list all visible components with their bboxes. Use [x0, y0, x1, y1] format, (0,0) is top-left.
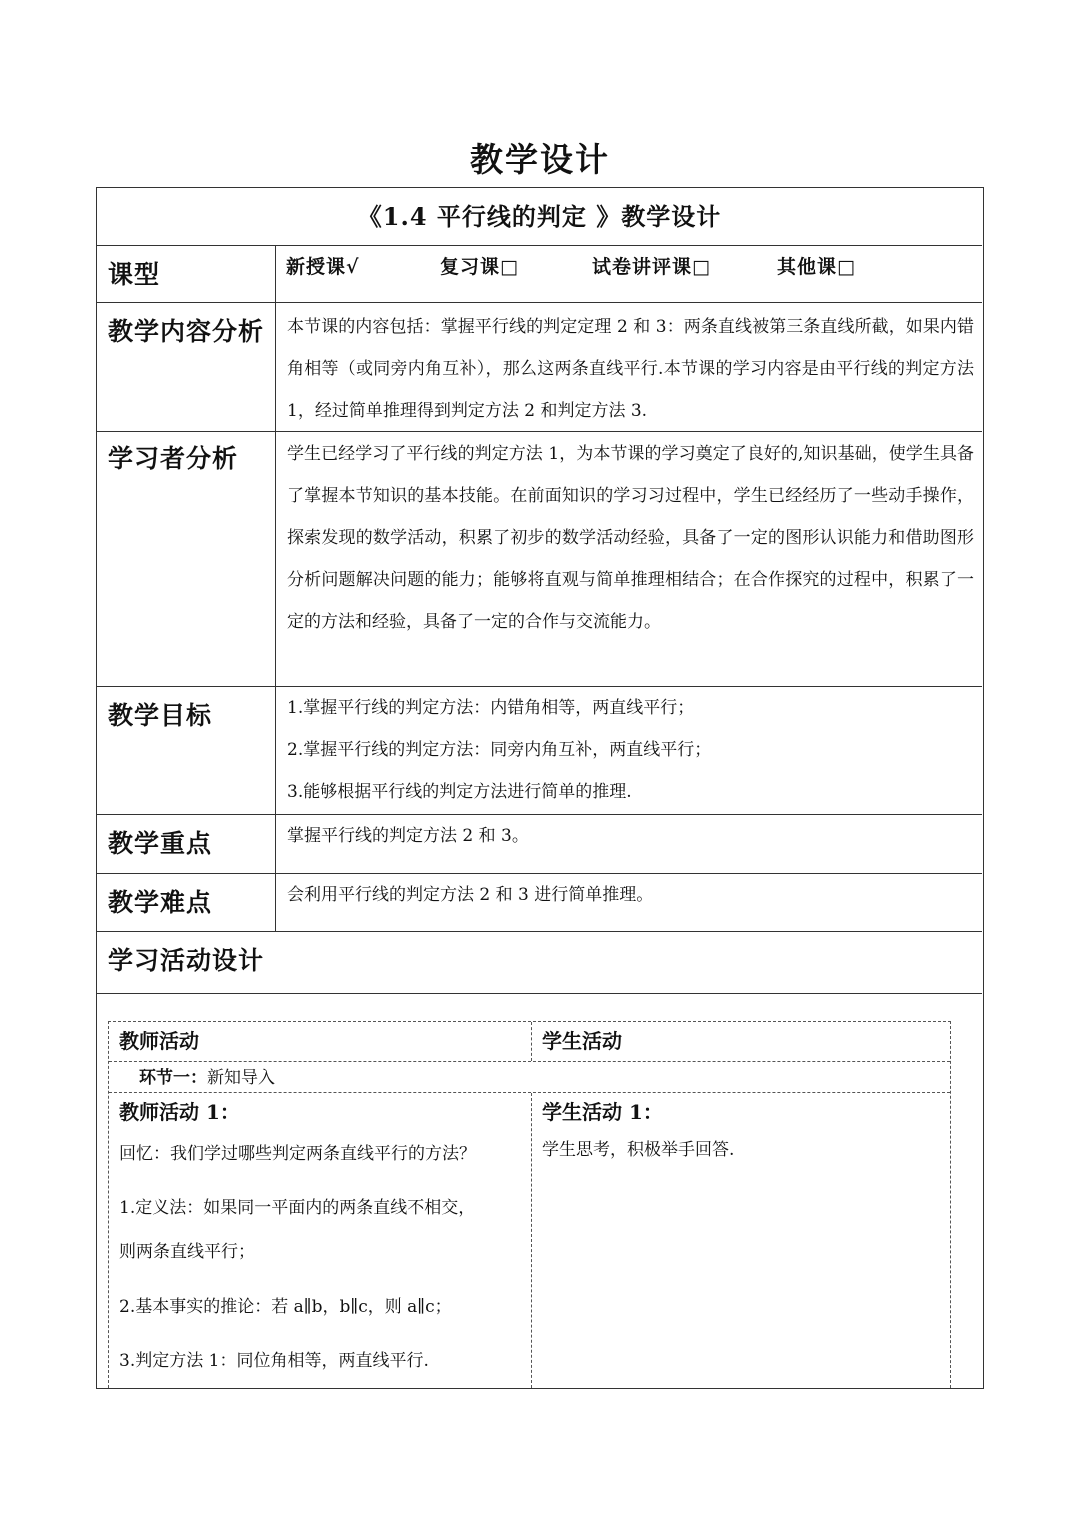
learner-analysis-row	[97, 432, 982, 687]
student-activity-text: 学生思考，积极举手回答.	[542, 1140, 735, 1160]
key-points-row	[97, 815, 982, 874]
objective-item: 3.能够根据平行线的判定方法进行简单的推理.	[287, 782, 632, 802]
stage-row	[109, 1062, 950, 1093]
lesson-type-option: 复习课□	[440, 256, 519, 278]
learner-analysis-label: 学习者分析	[97, 432, 276, 686]
lesson-subtitle: 《1.4 平行线的判定 》教学设计	[357, 202, 722, 231]
key-points-text: 掌握平行线的判定方法 2 和 3。	[287, 826, 529, 846]
lesson-type-option: 其他课□	[777, 256, 856, 278]
lesson-plan-table	[96, 187, 984, 1389]
stage-title	[139, 1066, 275, 1090]
activity-table	[108, 1021, 951, 1388]
teacher-activity-cell	[109, 1093, 532, 1388]
teacher-activity-line: 3.判定方法 1：同位角相等，两直线平行.	[119, 1351, 429, 1371]
activity-design-label: 学习活动设计	[108, 946, 265, 975]
objective-item: 1.掌握平行线的判定方法：内错角相等，两直线平行；	[287, 698, 695, 718]
teacher-activity-line: 1.定义法：如果同一平面内的两条直线不相交，	[119, 1198, 476, 1218]
difficulties-label: 教学难点	[97, 874, 276, 931]
stage-label: 环节一：	[139, 1068, 207, 1088]
content-analysis-text: 本节课的内容包括：掌握平行线的判定定理 2 和 3：两条直线被第三条直线所截，如果内错角相等（或同旁内角互补），那么这两条直线平行.本节课的学习内容是由平行线的判定方法 1，经过简单推理得到判定方法 2 和判定方法 3.	[287, 317, 974, 421]
student-column-header	[532, 1022, 950, 1061]
stage-name: 新知导入	[207, 1068, 275, 1088]
objectives-list	[276, 687, 982, 814]
activity-body-row	[109, 1093, 950, 1388]
difficulties-text: 会利用平行线的判定方法 2 和 3 进行简单推理。	[287, 885, 654, 905]
activity-design-row	[97, 932, 982, 994]
learner-analysis-text: 学生已经学习了平行线的判定方法 1，为本节课的学习奠定了良好的,知识基础，使学生具备了掌握本节知识的基本技能。在前面知识的学习习过程中，学生已经经历了一些动手操作，探索发现的数学活动，积累了初步的数学活动经验，具备了一定的图形认识能力和借助图形分析问题解决问题的能力；能够将直观与简单推理相结合；在合作探究的过程中，积累了一定的方法和经验，具备了一定的合作与交流能力。	[287, 444, 974, 632]
difficulties-row	[97, 874, 982, 932]
teacher-activity-line: 2.基本事实的推论：若 a∥b，b∥c，则 a∥c；	[119, 1297, 452, 1317]
student-activity-cell	[532, 1093, 950, 1388]
objectives-label: 教学目标	[97, 687, 276, 814]
objectives-row	[97, 687, 982, 815]
content-analysis-row	[97, 303, 982, 432]
student-activity-title: 学生活动 1：	[542, 1100, 663, 1124]
lesson-type-label: 课型	[97, 246, 276, 302]
lesson-type-option: 新授课√	[286, 256, 360, 278]
teacher-activity-line: 回忆：我们学过哪些判定两条直线平行的方法？	[119, 1144, 476, 1164]
student-header: 学生活动	[542, 1029, 622, 1053]
key-points-label: 教学重点	[97, 815, 276, 873]
teacher-activity-title: 教师活动 1：	[119, 1100, 240, 1124]
content-analysis-label: 教学内容分析	[97, 303, 276, 431]
lesson-type-options	[276, 246, 982, 302]
lesson-type-option: 试卷讲评课□	[592, 256, 711, 278]
subtitle-row	[97, 188, 982, 246]
teacher-header: 教师活动	[119, 1029, 199, 1053]
lesson-type-row	[97, 246, 982, 303]
objective-item: 2.掌握平行线的判定方法：同旁内角互补，两直线平行；	[287, 740, 712, 760]
page-title: 教学设计	[470, 140, 610, 179]
teacher-activity-line: 则两条直线平行；	[119, 1242, 255, 1262]
teacher-column-header	[109, 1022, 532, 1061]
activity-header-row	[109, 1022, 950, 1062]
